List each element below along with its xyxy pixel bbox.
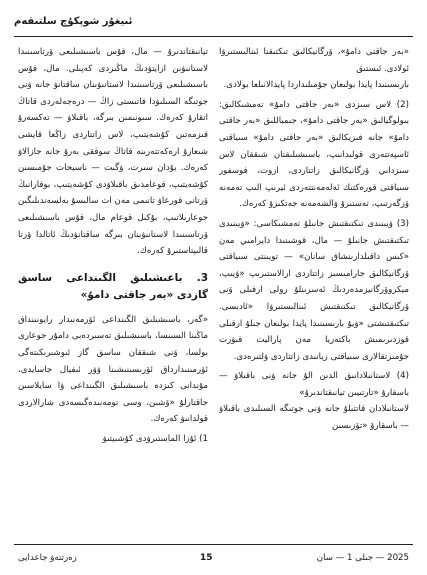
page-number: 15 bbox=[200, 553, 213, 563]
paragraph: بارىسىنىدا پايدا بولىعان جۇمىلىداردا پايدالانىلعا بولادى. bbox=[223, 80, 409, 91]
paragraph: 1) ئۇزا الماستىرۋدى كۇشىيتىۋ bbox=[102, 433, 208, 444]
footer-issue: 2025 — جىلى 1 — سان bbox=[316, 553, 409, 563]
section-heading: 3. باعىشىلىق الگىنداعى ساسق گازدى «بەر جاقتى دامۇ» bbox=[18, 271, 208, 301]
page-header bbox=[14, 10, 413, 37]
journal-title: ئىيغۇر شوپكۇچ سلتىقەم bbox=[14, 16, 133, 27]
paragraph: لاستانىلادان قاتتىلۇ جانە ۋنى جوتىگە السىلىدى باقىلاۋ — باسقارۇ «تۆزىسىن bbox=[219, 404, 409, 432]
paragraph: تيانىقتاندىرۇ — مال، قۇس باسىشىلىعى ۆرتاسىنىدا لاستانىۋىن ازايتۋدىڭ ماڭىزدى كەپىلى. مال، قۇس باسىشىلىعى ۆرتاسىنىدا لاستانىۋىنان ساقتانۋ جانە ۋنى جوتىگە السىلىۋدا قاتىستى زاڭ — درەجەلەردى قاتاڭ اتقارۇ كەرەك. سىونىمىن بىرگە، باقىلاۋ — تەكسەرۇ قىزمەتىن كۇشەيتىپ، لاس زاتتاردى زاڭعا قايشى شىعارۇ ارەكەتتەرىنە قاتاڭ سوققى بەرۇ جانە جازالاۋ كەرەك. بۇدان سىرت، ۋگىت — ناسيحات جۇمىسىن كۇشەيتىپ، قوعامدىق باقىلاۋدى كۇشەيتىپ، بوقارانىڭ ۆرتانى قورعاۋ تانىمى مەن ات سالىسۇ بەلسەندىلىگىن جوعارىلاتىپ، بۇكىل قوعام مال، قۇس باسىشىلىعى ۆرتاسىنىدا لاستانىۋىنان بىرگە ساقتانۋدىڭ ئاتالدا ۆرتا قالىپتاستىرۇ كەرەك. bbox=[18, 47, 208, 257]
paragraph: (3) ۋيىنىدى تىكتىقتىش جانىلۇ تەمشىكاسى: «ۋيىنىدى تىكتىقتىش جانىلۇ — مال، قوشىنىدا دايرامىي مەن «كىس داقىلدارىنشاق سانان» — تويىنتى سىياقتى ۆرگانيكالىق جارامىسىز زاتتاردى ارالاستىرىپ «ۋيىپ، ميكروۆرگانيزمدەردىڭ ئەسرىنلۇ رولى ارقىلى ۆنى ۆرگانيكالىق تىكتىقتىش ئىنالىستىرۋا «ئادىسى. تىكتىقتىشتى «ۋيۇ بارىسىنىدا پايدا بولىعان جىلۇ ارقىلى قوزدىرىمىش باكتەريا مەن پاراليت قىۋرت جۇمىرتقالارى سىياقتى زيانىدى زاتتاردى ۋلتىرەدى. bbox=[219, 218, 409, 362]
paragraph: «گەر، باسىشىلىق الگىنداعى ئۆرمەنىدار رايونىنداق ماڭىنا السىنسا، باسىشىلىق تەسىردەبى دامۇر جوعارى بولسا، ۆنى شىققان ساسق گاز ئىوشىرىكىتەگى ئۆرمىنىدارداق ئۆرىسىنىشىنا ۋۋر ئىفيال جاسايدى، مۇندانى كىزدە باسىشىلىق الگىنداعى ۋا سايلاسىن جاقتارلۇ «ۆشىن، وسى تومەنىدەگىسەدى شارالاردى قولدانىۋ كەرەك. bbox=[18, 314, 208, 425]
right-column bbox=[219, 44, 409, 533]
footer-section-title: زەرتتەۋ جاعدايى bbox=[18, 553, 77, 563]
paragraph: (4) لاستانىلادانىق الدىن الۇ جانە ۋنى باقىلاۋ — باسقارۇ «تارتىيىن تيانىقتاندىرۇ» bbox=[219, 371, 409, 398]
footer-divider bbox=[14, 544, 413, 545]
paragraph: «بەر جاقتى دامۇ»، ۆرگانيكالىق تىكتىقتا ئىنالىستىرۋا ئولادى. ئىستىق bbox=[219, 47, 409, 74]
left-column bbox=[18, 44, 208, 533]
paragraph: (2) لاس سىزدى «بەر جاقتى دامۇ» تەمشىكالىق: بىولوگيالىق «بەر جاقتى دامۇ»، جىمباللىق «بەر جاقتى دامۇ» جانە فىزيكالىق «بەر جاقتى دامۇ» سىياقتى ئاسپەتتەرى قولىدانىپ، باسىشىلىقتان شىققان لاس سىزداىي ۆرگانيكالىق زاتتاردى، ازوت، فوسفور سىياقتى قورەكتىك ئەلەمەنتتەردى ئيرىپ الىپ تەمەنە ۆزگەرتىپ، تەستىرۇ ۋالشەمەنە جەتكىزۇ كەرەك. bbox=[219, 99, 409, 210]
